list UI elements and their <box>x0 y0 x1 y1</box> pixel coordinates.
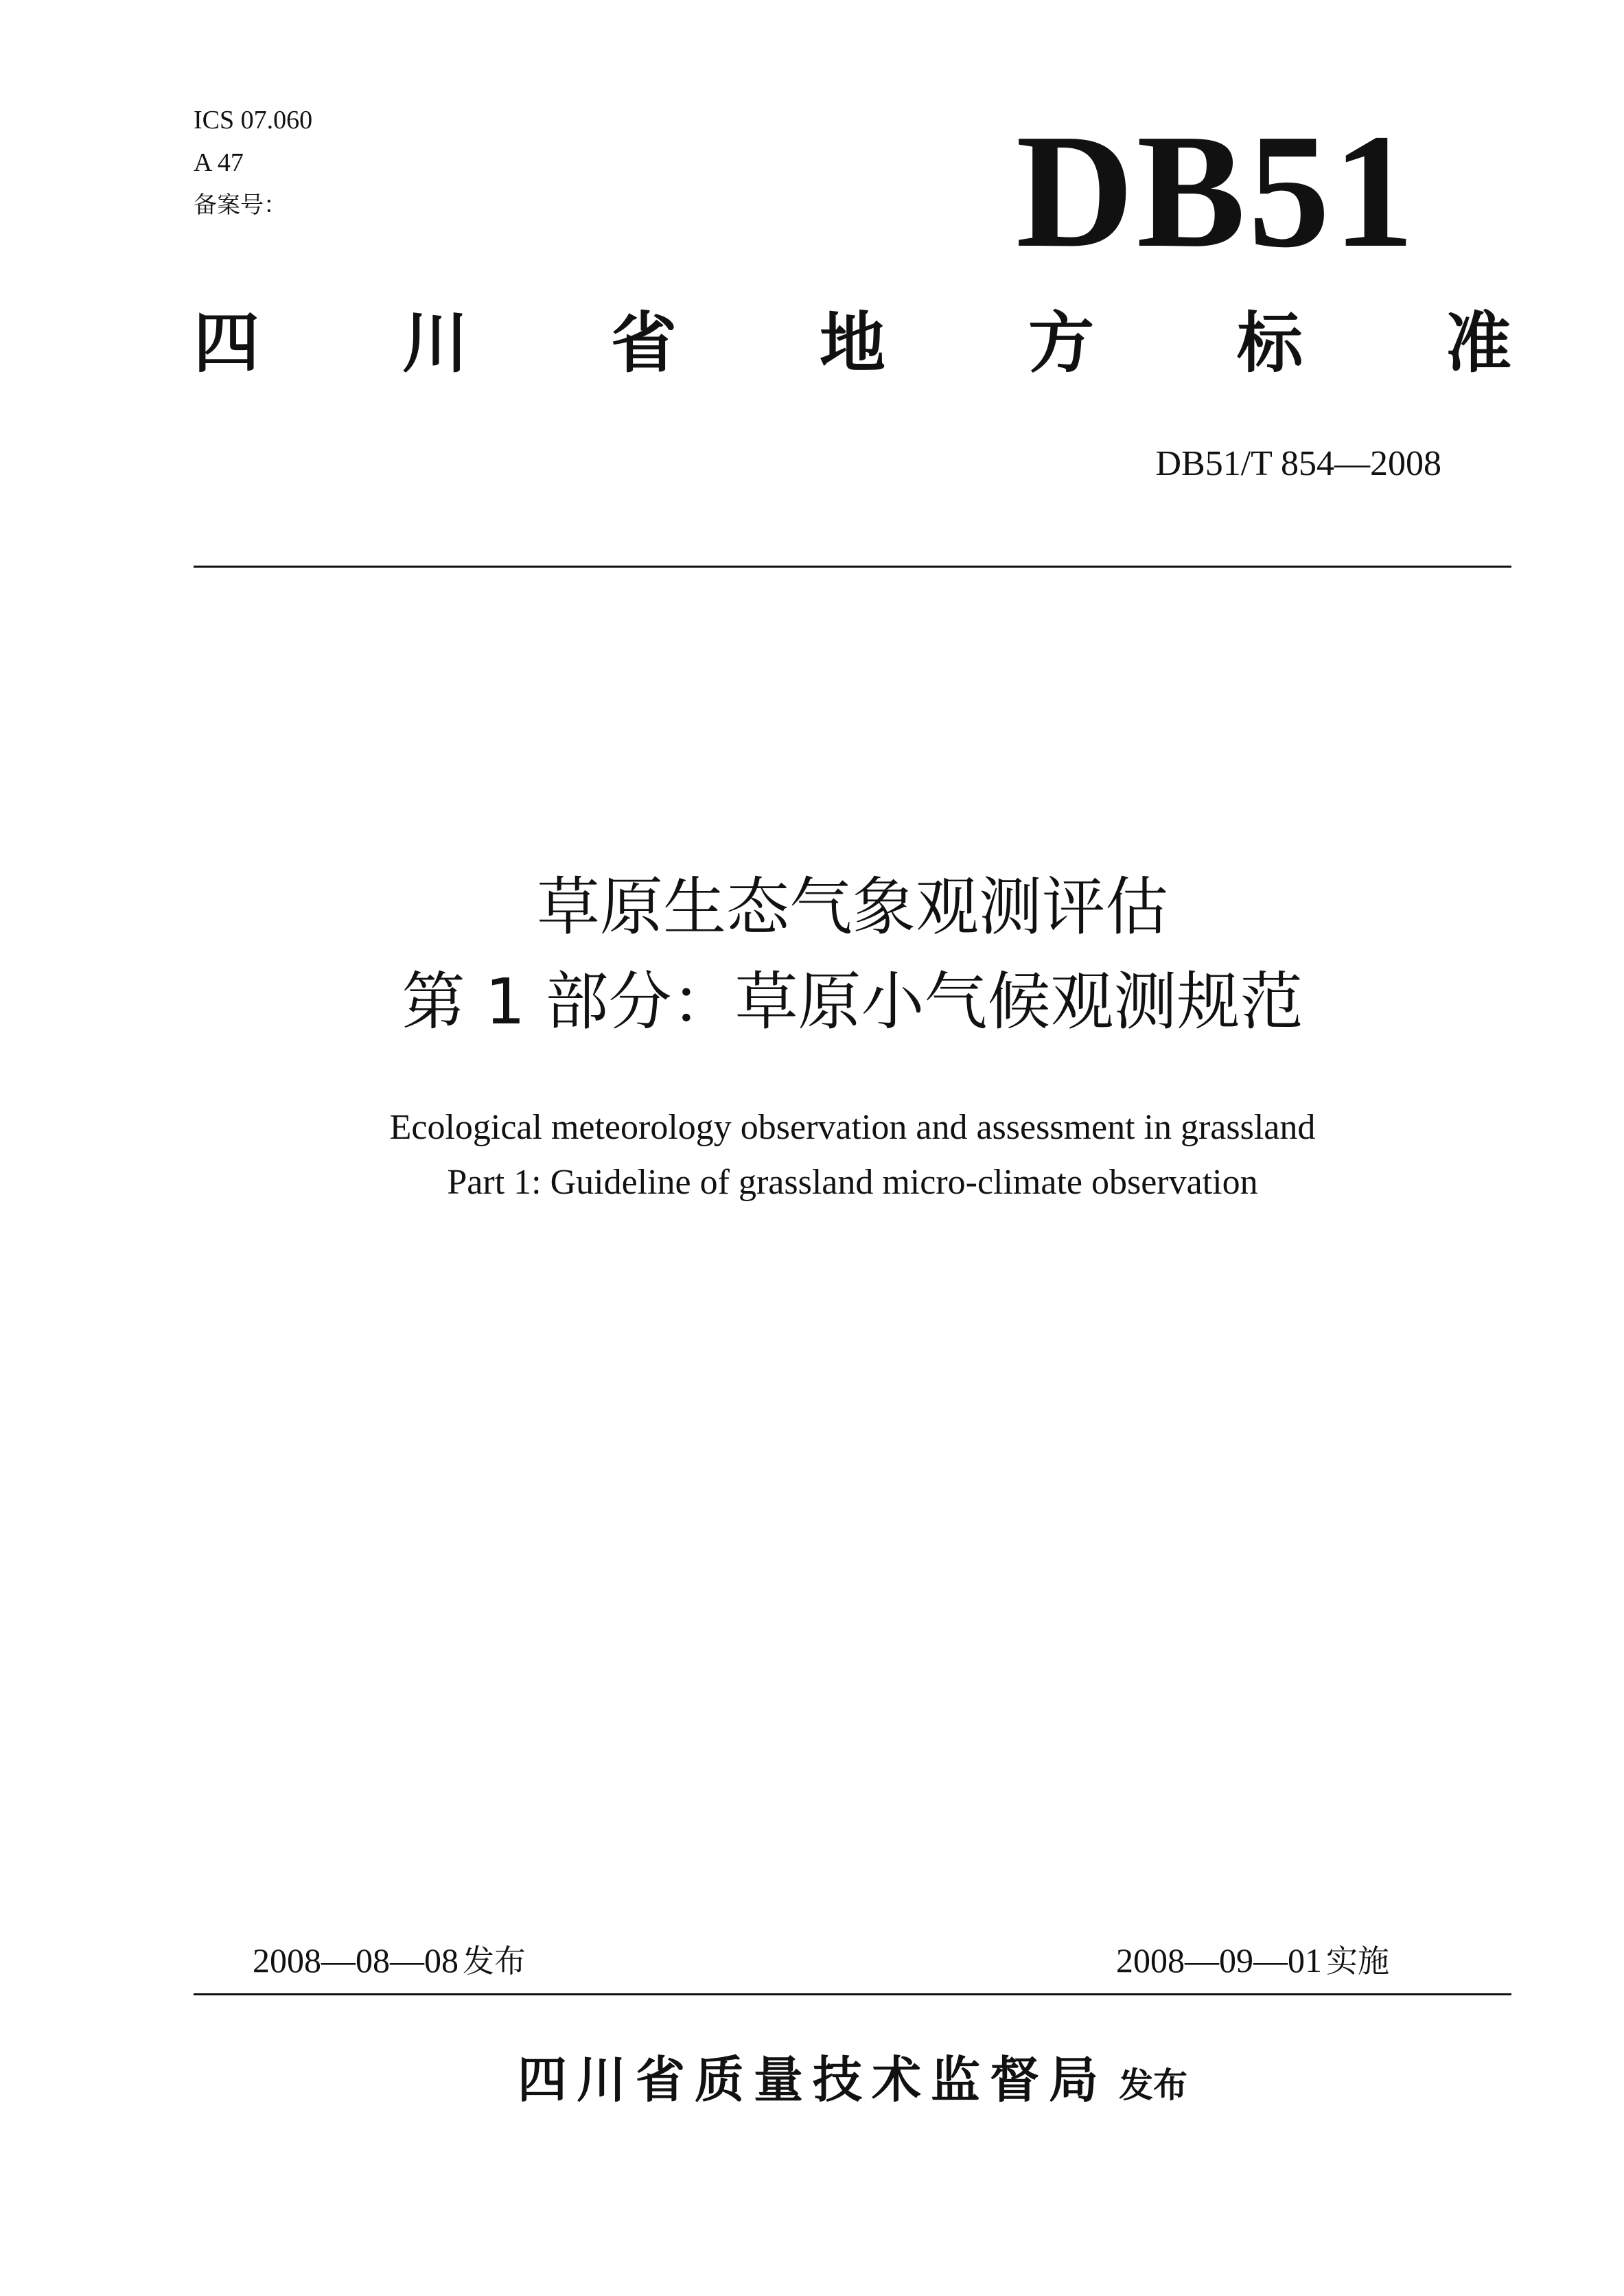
title-english-line-2: Part 1: Guideline of grassland micro-climate observation <box>447 1163 1258 1202</box>
implement-date-line <box>1116 1940 1389 1982</box>
standard-type-char: 地 <box>820 305 885 382</box>
standard-type-char: 准 <box>1446 305 1511 382</box>
title-chinese-line-2: 第 1 部分：草原小气候观测规范 <box>402 965 1303 1039</box>
issue-date: 2008—08—08 <box>253 1941 459 1980</box>
record-number-label: 备案号： <box>194 192 287 219</box>
implement-label: 实施 <box>1326 1943 1389 1980</box>
bottom-divider <box>194 1993 1511 1995</box>
top-divider <box>194 566 1511 568</box>
issue-date-line <box>253 1940 526 1982</box>
issue-label: 发布 <box>463 1943 526 1980</box>
ics-code: ICS 07.060 <box>194 106 313 135</box>
standard-code-logo: DB51 <box>1016 101 1417 281</box>
implement-date: 2008—09—01 <box>1116 1941 1322 1980</box>
standard-type-char: 标 <box>1237 305 1303 382</box>
publisher-name: 四川省质量技术监督局 <box>517 2051 1108 2109</box>
standard-type-char: 省 <box>611 305 677 382</box>
standard-type-char: 川 <box>402 305 468 382</box>
title-chinese-line-1: 草原生态气象观测评估 <box>536 870 1168 944</box>
standard-number: DB51/T 854—2008 <box>1155 444 1441 483</box>
publisher-line <box>194 2045 1511 2120</box>
standard-type-heading <box>194 302 1511 384</box>
standard-type-char: 方 <box>1028 305 1094 382</box>
classification-code: A 47 <box>194 148 244 177</box>
title-english-line-1: Ecological meteorology observation and assessment in grassland <box>389 1108 1316 1147</box>
standard-type-char: 四 <box>194 305 259 382</box>
publisher-suffix: 发布 <box>1119 2065 1187 2105</box>
